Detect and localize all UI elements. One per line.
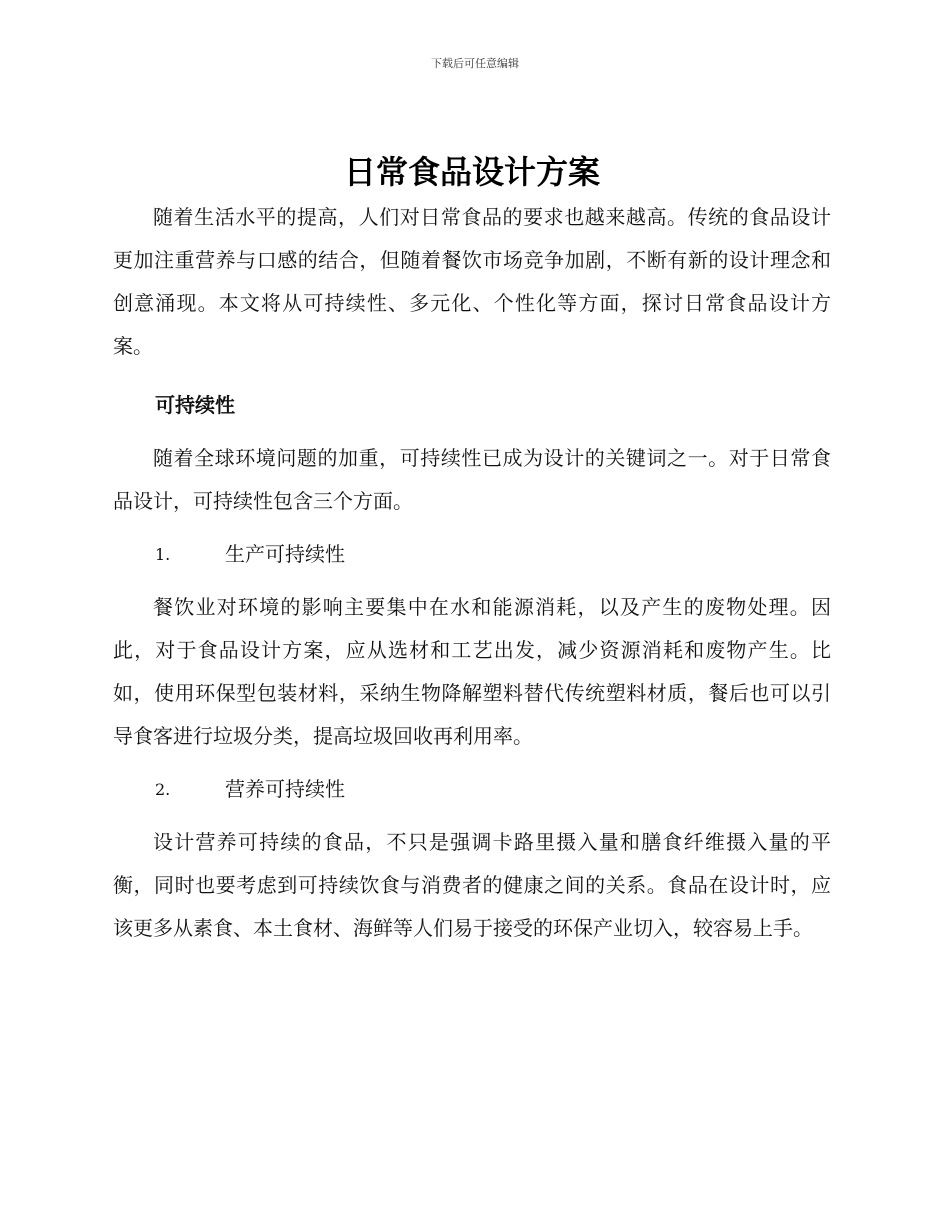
list-item	[113, 768, 831, 811]
list-label: 营养可持续性	[225, 777, 345, 801]
document-title: 日常食品设计方案	[343, 153, 600, 191]
list-item	[113, 533, 831, 576]
section-paragraph: 随着全球环境问题的加重，可持续性已成为设计的关键词之一。对于日常食品设计，可持续性包含三个方面。	[113, 446, 831, 513]
document-body	[113, 148, 831, 950]
list-number: 2.	[155, 780, 171, 799]
list-number: 1.	[155, 545, 171, 564]
section-heading-sustainability: 可持续性	[155, 393, 235, 417]
item-paragraph: 餐饮业对环境的影响主要集中在水和能源消耗，以及产生的废物处理。因此，对于食品设计方案，应从选材和工艺出发，减少资源消耗和废物产生。比如，使用环保型包装材料，采纳生物降解塑料替代传统塑料材质，餐后也可以引导食客进行垃圾分类，提高垃圾回收再利用率。	[113, 595, 831, 748]
item-paragraph: 设计营养可持续的食品，不只是强调卡路里摄入量和膳食纤维摄入量的平衡，同时也要考虑到可持续饮食与消费者的健康之间的关系。食品在设计时，应该更多从素食、本土食材、海鲜等人们易于接受的环保产业切入，较容易上手。	[113, 830, 831, 940]
list-label: 生产可持续性	[225, 542, 345, 566]
intro-paragraph: 随着生活水平的提高，人们对日常食品的要求也越来越高。传统的食品设计更加注重营养与口感的结合，但随着餐饮市场竞争加剧，不断有新的设计理念和创意涌现。本文将从可持续性、多元化、个性化等方面，探讨日常食品设计方案。	[113, 205, 831, 358]
header-note: 下载后可任意编辑	[431, 57, 519, 70]
